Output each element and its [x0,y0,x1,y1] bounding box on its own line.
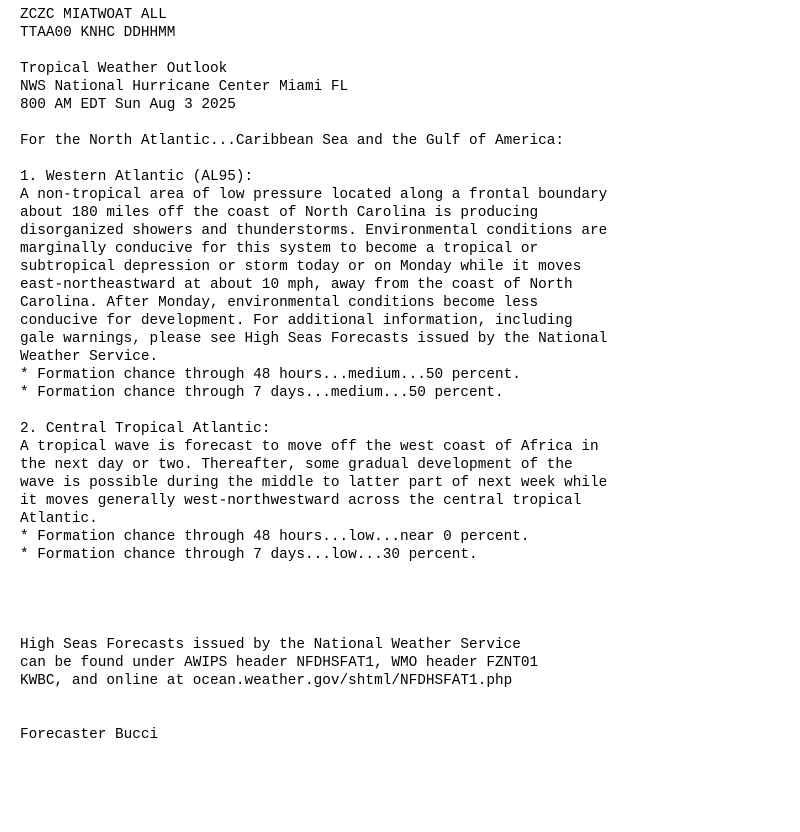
blank-line [20,618,607,636]
system-1-chance-48h: * Formation chance through 48 hours...medium...50 percent. [20,367,521,383]
system-1-text-line: conducive for development. For additional information, including [20,313,573,329]
system-2-text-line: A tropical wave is forecast to move off the west coast of Africa in [20,439,599,455]
system-1-text-line: about 180 miles off the coast of North Carolina is producing [20,205,539,221]
system-1-text-line: Weather Service. [20,349,159,365]
system-2-chance-7d: * Formation chance through 7 days...low...30 percent. [20,547,478,563]
blank-line [20,600,607,618]
high-seas-line: can be found under AWIPS header NFDHSFAT1, WMO header FZNT01 [20,655,539,671]
blank-line [20,564,607,582]
blank-line [20,150,607,168]
system-1-text-line: subtropical depression or storm today or on Monday while it moves [20,259,582,275]
system-2-heading: 2. Central Tropical Atlantic: [20,421,271,437]
blank-line [20,42,607,60]
system-1-text-line: marginally conducive for this system to become a tropical or [20,241,539,257]
blank-line [20,582,607,600]
system-1-text-line: A non-tropical area of low pressure located along a frontal boundary [20,187,608,203]
system-2-text-line: wave is possible during the middle to latter part of next week while [20,475,608,491]
forecaster-signature: Forecaster Bucci [20,727,159,743]
system-1-text-line: Carolina. After Monday, environmental conditions become less [20,295,539,311]
system-1-text-line: east-northeastward at about 10 mph, away from the coast of North [20,277,573,293]
blank-line [20,402,607,420]
issuing-office: NWS National Hurricane Center Miami FL [20,79,349,95]
system-2-text-line: Atlantic. [20,511,98,527]
product-title: Tropical Weather Outlook [20,61,228,77]
blank-line [20,708,607,726]
outlook-document [20,6,607,744]
issue-time: 800 AM EDT Sun Aug 3 2025 [20,97,236,113]
blank-line [20,690,607,708]
system-1-text-line: disorganized showers and thunderstorms. Environmental conditions are [20,223,608,239]
system-1-chance-7d: * Formation chance through 7 days...medium...50 percent. [20,385,504,401]
system-2-chance-48h: * Formation chance through 48 hours...low...near 0 percent. [20,529,530,545]
system-2-text-line: it moves generally west-northwestward across the central tropical [20,493,582,509]
system-1-heading: 1. Western Atlantic (AL95): [20,169,254,185]
region-intro: For the North Atlantic...Caribbean Sea and the Gulf of America: [20,133,565,149]
awips-header-line: TTAA00 KNHC DDHHMM [20,25,176,41]
wmo-header-line: ZCZC MIATWOAT ALL [20,7,167,23]
system-2-text-line: the next day or two. Thereafter, some gradual development of the [20,457,573,473]
system-1-text-line: gale warnings, please see High Seas Forecasts issued by the National [20,331,608,347]
high-seas-line: KWBC, and online at ocean.weather.gov/shtml/NFDHSFAT1.php [20,673,513,689]
blank-line [20,114,607,132]
high-seas-line: High Seas Forecasts issued by the National Weather Service [20,637,521,653]
